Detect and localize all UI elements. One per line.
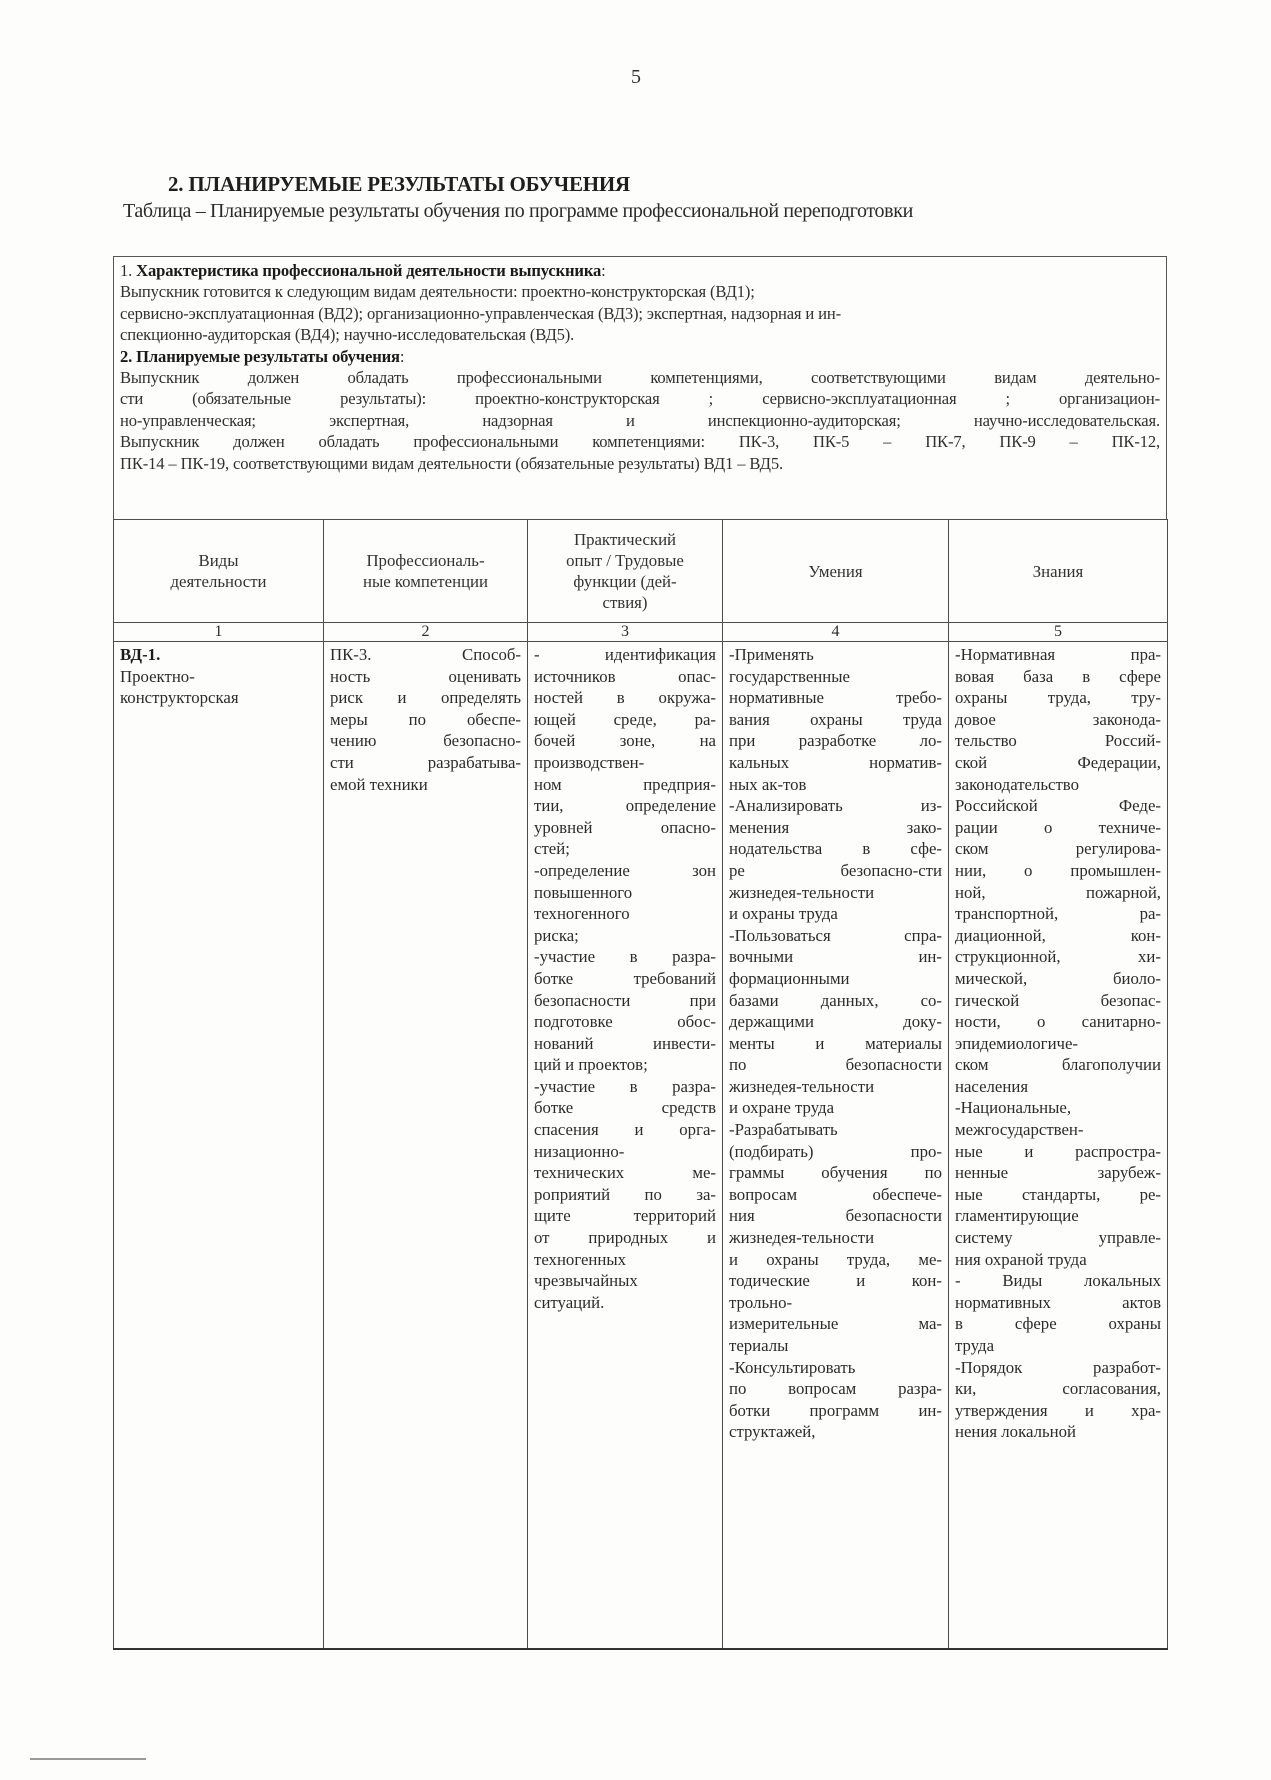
competence-line: ПК-3. Способ- — [330, 645, 521, 664]
knowledge-line: вовая база в сфере — [955, 666, 1161, 686]
practice-line: ющей среде, ра- — [534, 709, 716, 729]
practice-line: стей; — [534, 839, 570, 859]
skills-line: ботки программ ин- — [729, 1400, 942, 1420]
practice-line: -участие в разра- — [534, 947, 716, 967]
practice-line: бочей зоне, на — [534, 731, 716, 751]
practice-line: -участие в разра- — [534, 1076, 716, 1096]
practice-line: чрезвычайных — [534, 1271, 638, 1291]
knowledge-line: гической безопас- — [955, 990, 1161, 1010]
knowledge-line: струкционной, хи- — [955, 947, 1161, 967]
knowledge-line: ной, пожарной, — [955, 882, 1161, 902]
header-competences — [324, 520, 528, 623]
header-activity-types — [114, 520, 324, 623]
knowledge-line: систему управле- — [955, 1228, 1161, 1248]
practice-line: ситуаций. — [534, 1292, 605, 1312]
heading-text: 2. Планируемые результаты обучения — [120, 346, 400, 366]
practice-line: техногенных — [534, 1249, 627, 1269]
skills-line: вочными ин- — [729, 947, 942, 967]
activity-line: Проектно- — [120, 666, 195, 686]
knowledge-line: транспортной, ра- — [955, 904, 1161, 924]
skills-line: тодические и кон- — [729, 1271, 942, 1291]
knowledge-line: рации о техниче- — [955, 817, 1161, 837]
knowledge-line: - Виды локальных — [955, 1271, 1161, 1291]
knowledge-line: охраны труда, тру- — [955, 688, 1161, 708]
results-table — [113, 519, 1168, 1650]
header-text-line: деятельности — [170, 572, 267, 591]
skills-line: нормативные требо- — [729, 688, 942, 708]
knowledge-line: ния охраной труда — [955, 1249, 1087, 1269]
skills-line: вания охраны труда — [729, 709, 942, 729]
skills-line: менты и материалы — [729, 1033, 942, 1053]
table-column-numbers-row — [114, 623, 1168, 642]
skills-line: вопросам обеспече- — [729, 1184, 942, 1204]
practice-line: ций и проектов; — [534, 1055, 648, 1075]
knowledge-line: гламентирующие — [955, 1206, 1079, 1226]
header-text-line: Знания — [1032, 561, 1084, 581]
heading-colon: : — [399, 346, 405, 366]
knowledge-line: -Национальные, — [955, 1098, 1072, 1118]
skills-line: жизнедея-тельности — [729, 1076, 875, 1096]
page-number: 5 — [631, 66, 641, 88]
activity-code: ВД-1. — [120, 645, 161, 664]
practice-line: ботке требований — [534, 968, 716, 988]
knowledge-line: утверждения и хра- — [955, 1400, 1161, 1420]
summary-paragraph-1-line: Выпускник готовится к следующим видам деятельности: проектно-конструкторская (ВД1); — [120, 282, 755, 302]
knowledge-line: ные и распростра- — [955, 1141, 1161, 1161]
header-practice — [528, 520, 723, 623]
knowledge-line: ской Федерации, — [955, 752, 1161, 772]
activity-line: конструкторская — [120, 688, 239, 708]
knowledge-line: межгосударствен- — [955, 1120, 1084, 1140]
skills-line: кальных норматив- — [729, 752, 942, 772]
practice-line: подготовке обос- — [534, 1012, 716, 1032]
knowledge-line: -Порядок разработ- — [955, 1357, 1161, 1377]
competence-line: меры по обеспе- — [330, 709, 521, 729]
column-number: 3 — [528, 623, 723, 642]
practice-line: ностей в окружа- — [534, 688, 716, 708]
practice-line: щите территорий — [534, 1206, 716, 1226]
summary-paragraph-2-line: Выпускник должен обладать профессиональными компетенциями: ПК-3, ПК-5 – ПК-7, ПК-9 – ПК-12, — [120, 432, 1160, 452]
practice-cell — [528, 642, 723, 1650]
practice-line: от природных и — [534, 1228, 716, 1248]
summary-paragraph-1-line: сервисно-эксплуатационная (ВД2); организационно-управленческая (ВД3); экспертная, надзорная и ин- — [120, 303, 841, 323]
knowledge-line: довое законода- — [955, 709, 1161, 729]
summary-heading-1 — [120, 260, 1160, 281]
knowledge-line: -Нормативная пра- — [955, 645, 1161, 664]
skills-line: измерительные ма- — [729, 1314, 942, 1334]
knowledge-line: ском благополучии — [955, 1055, 1161, 1075]
knowledge-line: труда — [955, 1336, 995, 1355]
practice-line: -определение зон — [534, 860, 716, 880]
competence-line: риск и определять — [330, 688, 521, 708]
skills-line: териалы — [729, 1336, 789, 1355]
summary-paragraph-2-line: сти (обязательные результаты): проектно-конструкторская ; сервисно-эксплуатационная ; организацион- — [120, 389, 1160, 409]
header-knowledge — [949, 520, 1168, 623]
skills-line: и охраны труда, ме- — [729, 1249, 942, 1269]
skills-line: и охраны труда — [729, 904, 838, 924]
competence-line: емой техники — [330, 774, 428, 794]
knowledge-line: ности, о санитарно- — [955, 1012, 1161, 1032]
practice-line: безопасности при — [534, 990, 716, 1010]
footnote-rule — [30, 1758, 146, 1760]
practice-line: ном предприя- — [534, 774, 716, 794]
skills-line: -Консультировать — [729, 1357, 856, 1377]
table-header-row — [114, 520, 1168, 623]
heading-number: 1. — [120, 261, 137, 280]
knowledge-line: нормативных актов — [955, 1292, 1161, 1312]
competence-line: чению безопасно- — [330, 731, 521, 751]
skills-line: держащими доку- — [729, 1012, 942, 1032]
skills-line: при разработке ло- — [729, 731, 942, 751]
practice-line: техногенного — [534, 904, 630, 924]
skills-line: базами данных, со- — [729, 990, 942, 1010]
summary-paragraph-1-line: спекционно-аудиторская (ВД4); научно-исследовательская (ВД5). — [120, 325, 575, 345]
practice-line: тии, определение — [534, 796, 716, 816]
competence-line: ность оценивать — [330, 666, 521, 686]
skills-line: -Применять — [729, 645, 814, 664]
column-number: 1 — [114, 623, 324, 642]
section-title: 2. ПЛАНИРУЕМЫЕ РЕЗУЛЬТАТЫ ОБУЧЕНИЯ — [168, 172, 630, 196]
skills-line: нодательства в сфе- — [729, 839, 942, 859]
header-text-line: опыт / Трудовые — [566, 551, 684, 570]
skills-line: ния безопасности — [729, 1206, 942, 1226]
knowledge-line: нии, о промышлен- — [955, 860, 1161, 880]
header-text-line: Практический — [573, 530, 677, 549]
table-caption: Таблица – Планируемые результаты обучения по программе профессиональной переподготовки — [123, 200, 913, 222]
knowledge-line: ные стандарты, ре- — [955, 1184, 1161, 1204]
skills-line: по вопросам разра- — [729, 1379, 942, 1399]
knowledge-line: Российской Феде- — [955, 796, 1161, 816]
summary-paragraph-1 — [120, 281, 1160, 345]
table-row — [114, 642, 1168, 1650]
skills-line: ных ак-тов — [729, 774, 807, 794]
skills-line: трольно- — [729, 1292, 793, 1312]
knowledge-line: населения — [955, 1076, 1029, 1096]
summary-paragraph-2-line: Выпускник должен обладать профессиональными компетенциями, соответствующими видам деятельно- — [120, 368, 1160, 388]
practice-line: производствен- — [534, 752, 645, 772]
knowledge-line: мической, биоло- — [955, 968, 1161, 988]
column-number: 5 — [949, 623, 1168, 642]
practice-line: низационно- — [534, 1141, 625, 1161]
heading-text: Характеристика профессиональной деятельности выпускника — [136, 261, 602, 280]
knowledge-line: тельство Россий- — [955, 731, 1161, 751]
practice-line: технических ме- — [534, 1163, 716, 1183]
skills-line: по безопасности — [729, 1055, 942, 1075]
practice-line: источников опас- — [534, 666, 716, 686]
practice-line: ботке средств — [534, 1098, 716, 1118]
practice-line: нований инвести- — [534, 1033, 716, 1053]
skills-line: жизнедея-тельности — [729, 882, 875, 902]
summary-heading-2 — [120, 346, 1160, 367]
knowledge-line: нения локальной — [955, 1422, 1076, 1442]
skills-line: формационными — [729, 968, 850, 988]
skills-line: структажей, — [729, 1422, 816, 1442]
knowledge-cell — [949, 642, 1168, 1650]
skills-line: -Пользоваться спра- — [729, 925, 942, 945]
summary-paragraph-2-line: но-управленческая; экспертная, надзорная и инспекционно-аудиторская; научно-исследовательская. — [120, 410, 1160, 430]
activity-cell — [114, 642, 324, 1650]
skills-line: -Анализировать из- — [729, 796, 942, 816]
practice-line: спасения и орга- — [534, 1120, 716, 1140]
header-text-line: Умения — [808, 561, 863, 581]
practice-line: - идентификация — [534, 645, 716, 664]
header-skills — [723, 520, 949, 623]
header-text-line: функции (дей- — [573, 572, 677, 591]
skills-line: менения зако- — [729, 817, 942, 837]
summary-paragraph-2-line: ПК-14 – ПК-19, соответствующими видам деятельности (обязательные результаты) ВД1 – ВД5. — [120, 453, 783, 473]
competence-line: сти разрабатыва- — [330, 752, 521, 772]
knowledge-line: в сфере охраны — [955, 1314, 1161, 1334]
summary-paragraph-2 — [120, 367, 1160, 474]
header-text-line: ные компетенции — [362, 572, 489, 591]
column-number: 4 — [723, 623, 949, 642]
skills-line: (подбирать) про- — [729, 1141, 942, 1161]
knowledge-line: ненные зарубеж- — [955, 1163, 1161, 1183]
summary-box — [113, 256, 1167, 520]
practice-line: уровней опасно- — [534, 817, 716, 837]
knowledge-line: диационной, кон- — [955, 925, 1161, 945]
competence-cell — [324, 642, 528, 1650]
skills-line: -Разрабатывать — [729, 1120, 838, 1140]
skills-line: ре безопасно-сти — [729, 860, 942, 880]
skills-line: граммы обучения по — [729, 1163, 942, 1183]
knowledge-line: законодательство — [955, 774, 1079, 794]
knowledge-line: эпидемиологиче- — [955, 1033, 1079, 1053]
skills-line: жизнедея-тельности — [729, 1228, 875, 1248]
knowledge-line: ском регулирова- — [955, 839, 1161, 859]
heading-colon: : — [601, 261, 606, 280]
activity-name — [120, 666, 317, 709]
practice-line: риска; — [534, 925, 579, 945]
header-text-line: ствия) — [602, 593, 648, 612]
skills-cell — [723, 642, 949, 1650]
skills-line: государственные — [729, 666, 850, 686]
column-number: 2 — [324, 623, 528, 642]
practice-line: повышенного — [534, 882, 633, 902]
header-text-line: Профессиональ- — [366, 551, 485, 570]
practice-line: роприятий по за- — [534, 1184, 716, 1204]
skills-line: и охране труда — [729, 1098, 835, 1118]
knowledge-line: ки, согласования, — [955, 1379, 1161, 1399]
header-text-line: Виды — [198, 551, 239, 570]
